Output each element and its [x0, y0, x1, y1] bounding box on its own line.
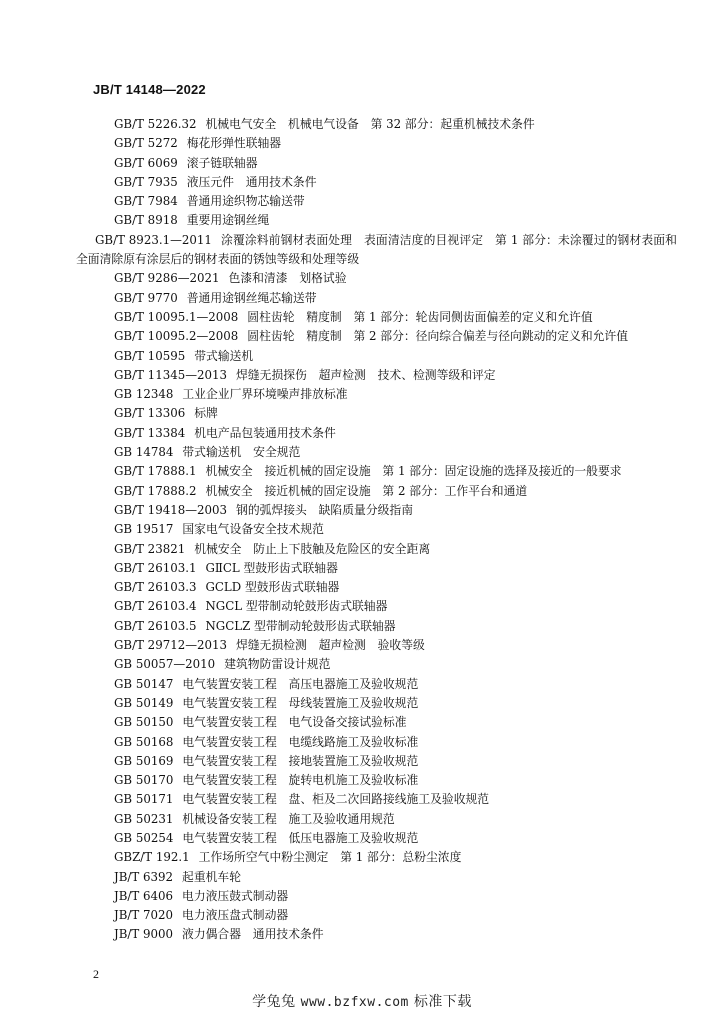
watermark-tag: 标准下载 [413, 994, 472, 1010]
reference-item [95, 752, 677, 771]
reference-code: GB/T 13384 [114, 425, 186, 440]
reference-code: GB 50150 [114, 715, 174, 730]
watermark-name: 学兔兔 [252, 994, 296, 1010]
reference-code: GB/T 29712—2013 [114, 638, 228, 653]
reference-title: 焊缝无损检测 超声检测 验收等级 [236, 638, 425, 653]
reference-code: GB/T 8918 [114, 213, 178, 228]
reference-title: NGCL 型带制动轮鼓形齿式联轴器 [205, 599, 388, 614]
reference-item [95, 501, 677, 520]
reference-code: GB 50254 [114, 830, 174, 845]
page-number: 2 [93, 967, 99, 981]
reference-item [95, 694, 677, 713]
reference-item [95, 327, 677, 346]
reference-title: 普通用途织物芯输送带 [186, 194, 305, 209]
reference-item [95, 154, 677, 173]
reference-title: 电气装置安装工程 高压电器施工及验收规范 [182, 676, 419, 691]
reference-code: GB/T 19418—2003 [114, 502, 228, 517]
reference-code: GB/T 23821 [114, 541, 186, 556]
reference-item [95, 733, 677, 752]
reference-code: JB/T 6392 [114, 869, 174, 884]
reference-code: GB 19517 [114, 522, 174, 537]
reference-item [95, 269, 677, 288]
reference-code: GBZ/T 192.1 [114, 850, 190, 865]
reference-item [95, 134, 677, 153]
reference-title: 钢的弧焊接头 缺陷质量分级指南 [236, 502, 414, 517]
reference-item [95, 366, 677, 385]
reference-title: 机械电气安全 机械电气设备 第 32 部分：起重机械技术条件 [205, 117, 535, 131]
reference-title: 电气装置安装工程 电缆线路施工及验收标准 [182, 734, 419, 749]
reference-code: GB 50170 [114, 773, 174, 788]
reference-item [95, 597, 677, 616]
reference-code: JB/T 9000 [114, 927, 174, 942]
reference-item [95, 578, 677, 597]
reference-title: 液力偶合器 通用技术条件 [182, 927, 324, 942]
reference-code: GB/T 10595 [114, 348, 186, 363]
reference-item [95, 308, 677, 327]
reference-item [95, 848, 677, 867]
reference-item [95, 829, 677, 848]
reference-title: 工业企业厂界环境噪声排放标准 [182, 387, 348, 402]
reference-item [95, 617, 677, 636]
reference-code: GB/T 9286—2021 [114, 271, 220, 286]
reference-item [95, 771, 677, 790]
reference-code: GB/T 17888.2 [114, 483, 197, 498]
reference-code: GB/T 26103.5 [114, 618, 197, 633]
reference-item [95, 906, 677, 925]
reference-title: 电气装置安装工程 母线装置施工及验收规范 [182, 695, 419, 710]
reference-code: GB/T 7984 [114, 194, 178, 209]
reference-code: GB/T 5272 [114, 136, 178, 151]
reference-title: GCLD 型鼓形齿式联轴器 [205, 580, 340, 595]
reference-title: 涂覆涂料前钢材表面处理 表面清洁度的目视评定 第 1 部分：未涂覆过的钢材表面和全面清除原有涂层后的钢材表面的锈蚀等级和处理等级 [76, 232, 677, 267]
reference-code: GB/T 7935 [114, 174, 178, 189]
reference-title: NGCLZ 型带制动轮鼓形齿式联轴器 [205, 618, 396, 633]
reference-code: GB/T 8923.1—2011 [95, 232, 212, 247]
reference-title: 工作场所空气中粉尘测定 第 1 部分：总粉尘浓度 [198, 850, 462, 865]
reference-item [95, 790, 677, 809]
reference-code: GB 50147 [114, 676, 174, 691]
reference-item [95, 713, 677, 732]
reference-item [95, 192, 677, 211]
reference-title: 带式输送机 [194, 348, 254, 363]
reference-title: 重要用途钢丝绳 [186, 213, 270, 228]
reference-title: 电气装置安装工程 低压电器施工及验收规范 [182, 830, 419, 845]
document-id-header: JB/T 14148—2022 [93, 82, 206, 97]
reference-code: GB 50231 [114, 811, 174, 826]
reference-code: GB/T 6069 [114, 155, 178, 170]
reference-item [95, 868, 677, 887]
site-watermark [0, 991, 724, 1011]
reference-title: 滚子链联轴器 [186, 155, 258, 170]
reference-item [95, 810, 677, 829]
reference-title: 建筑物防雷设计规范 [224, 657, 331, 672]
reference-title: 机械安全 接近机械的固定设施 第 2 部分：工作平台和通道 [205, 483, 528, 498]
reference-item [95, 385, 677, 404]
reference-code: GB/T 26103.4 [114, 599, 197, 614]
reference-code: GB/T 17888.1 [114, 464, 197, 479]
reference-code: GB 50169 [114, 753, 174, 768]
reference-code: GB 50149 [114, 695, 174, 710]
reference-item [95, 462, 677, 481]
reference-title: 普通用途钢丝绳芯输送带 [186, 290, 317, 305]
reference-item [95, 404, 677, 423]
reference-code: GB 50168 [114, 734, 174, 749]
reference-code: GB/T 10095.1—2008 [114, 309, 239, 324]
reference-item [95, 115, 677, 134]
reference-item [95, 443, 677, 462]
reference-title: 圆柱齿轮 精度制 第 1 部分：轮齿同侧齿面偏差的定义和允许值 [247, 309, 593, 324]
reference-title: 起重机车轮 [182, 869, 242, 884]
reference-code: JB/T 7020 [114, 908, 174, 923]
reference-code: JB/T 6406 [114, 888, 174, 903]
reference-code: GB/T 13306 [114, 406, 186, 421]
reference-code: GB 50057—2010 [114, 657, 216, 672]
reference-title: 液压元件 通用技术条件 [186, 174, 317, 189]
reference-item [95, 540, 677, 559]
reference-title: 国家电气设备安全技术规范 [182, 522, 324, 537]
reference-item [95, 482, 677, 501]
reference-item [95, 424, 677, 443]
watermark-url: www.bzfxw.com [300, 995, 409, 1010]
reference-code: GB/T 10095.2—2008 [114, 329, 239, 344]
reference-item [95, 925, 677, 944]
reference-title: 电气装置安装工程 盘、柜及二次回路接线施工及验收规范 [182, 792, 490, 807]
reference-title: 焊缝无损探伤 超声检测 技术、检测等级和评定 [236, 367, 496, 382]
normative-references-list [76, 115, 677, 945]
reference-item [95, 636, 677, 655]
reference-title: GⅡCL 型鼓形齿式联轴器 [205, 560, 338, 575]
reference-title: 机电产品包装通用技术条件 [194, 425, 336, 440]
reference-title: 机械安全 接近机械的固定设施 第 1 部分：固定设施的选择及接近的一般要求 [205, 464, 622, 479]
reference-title: 电气装置安装工程 旋转电机施工及验收标准 [182, 773, 419, 788]
reference-code: GB/T 11345—2013 [114, 367, 228, 382]
reference-code: GB/T 9770 [114, 290, 178, 305]
reference-item [95, 289, 677, 308]
reference-title: 圆柱齿轮 精度制 第 2 部分：径向综合偏差与径向跳动的定义和允许值 [247, 329, 629, 344]
reference-item [95, 655, 677, 674]
reference-title: 电气装置安装工程 电气设备交接试验标准 [182, 715, 407, 730]
reference-item [95, 675, 677, 694]
reference-item [95, 347, 677, 366]
reference-title: 色漆和清漆 划格试验 [228, 271, 347, 286]
reference-item [95, 520, 677, 539]
reference-code: GB/T 26103.1 [114, 560, 197, 575]
reference-code: GB/T 5226.32 [114, 117, 197, 131]
reference-code: GB 50171 [114, 792, 174, 807]
reference-item [95, 211, 677, 230]
reference-title: 电力液压盘式制动器 [182, 908, 289, 923]
reference-title: 标牌 [194, 406, 218, 421]
reference-code: GB 14784 [114, 445, 174, 460]
reference-title: 机械安全 防止上下肢触及危险区的安全距离 [194, 541, 431, 556]
reference-title: 梅花形弹性联轴器 [186, 136, 282, 151]
reference-item [76, 231, 677, 270]
reference-code: GB 12348 [114, 387, 174, 402]
reference-title: 电力液压鼓式制动器 [182, 888, 289, 903]
reference-code: GB/T 26103.3 [114, 580, 197, 595]
reference-title: 机械设备安装工程 施工及验收通用规范 [182, 811, 395, 826]
reference-item [95, 173, 677, 192]
reference-title: 电气装置安装工程 接地装置施工及验收规范 [182, 753, 419, 768]
reference-item [95, 559, 677, 578]
reference-item [95, 887, 677, 906]
reference-title: 带式输送机 安全规范 [182, 445, 301, 460]
